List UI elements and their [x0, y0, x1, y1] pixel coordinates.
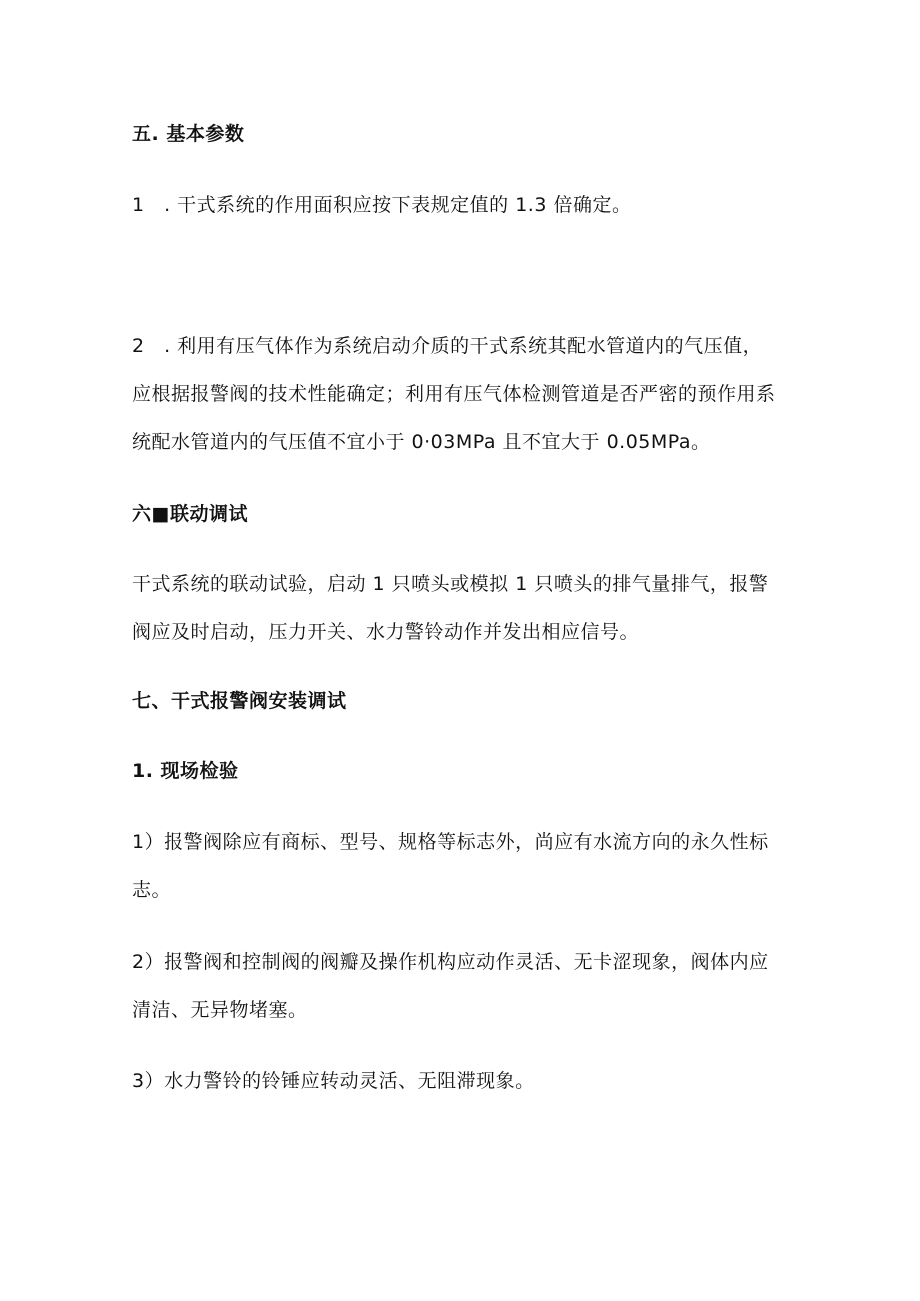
- section-6-paragraph-line-2: 阀应及时启动，压力开关、水力警铃动作并发出相应信号。: [132, 621, 640, 643]
- section-5-item-1: 1 . 干式系统的作用面积应按下表规定值的 1.3 倍确定。: [132, 194, 632, 216]
- section-7-item-1-line-1: 1）报警阀除应有商标、型号、规格等标志外，尚应有水流方向的永久性标: [132, 831, 769, 853]
- section-6-paragraph-line-1: 干式系统的联动试验，启动 1 只喷头或模拟 1 只喷头的排气量排气，报警: [132, 573, 769, 595]
- section-5-heading: 五. 基本参数: [132, 123, 245, 145]
- section-7-subheading: 1. 现场检验: [132, 760, 239, 782]
- section-7-item-2-line-1: 2）报警阀和控制阀的阀瓣及操作机构应动作灵活、无卡涩现象，阀体内应: [132, 951, 769, 973]
- section-5-item-2-line-3: 统配水管道内的气压值不宜小于 0·03MPa 且不宜大于 0.05MPa。: [132, 431, 711, 453]
- section-6-paragraph: [132, 560, 802, 656]
- section-5-item-2: [132, 322, 802, 466]
- section-7-item-3: 3）水力警铃的铃锤应转动灵活、无阻滞现象。: [132, 1070, 535, 1092]
- section-7-heading: 七、干式报警阀安装调试: [132, 690, 347, 712]
- section-7-item-2-line-2: 清洁、无异物堵塞。: [132, 999, 308, 1021]
- section-7-item-2: [132, 938, 802, 1034]
- section-5-item-2-line-2: 应根据报警阀的技术性能确定；利用有压气体检测管道是否严密的预作用系: [132, 383, 776, 405]
- section-7-item-1: [132, 818, 802, 914]
- section-5-item-2-line-1: 2 . 利用有压气体作为系统启动介质的干式系统其配水管道内的气压值，: [132, 335, 763, 357]
- section-7-item-1-line-2: 志。: [132, 879, 172, 901]
- section-6-heading: 六■联动调试: [132, 503, 248, 525]
